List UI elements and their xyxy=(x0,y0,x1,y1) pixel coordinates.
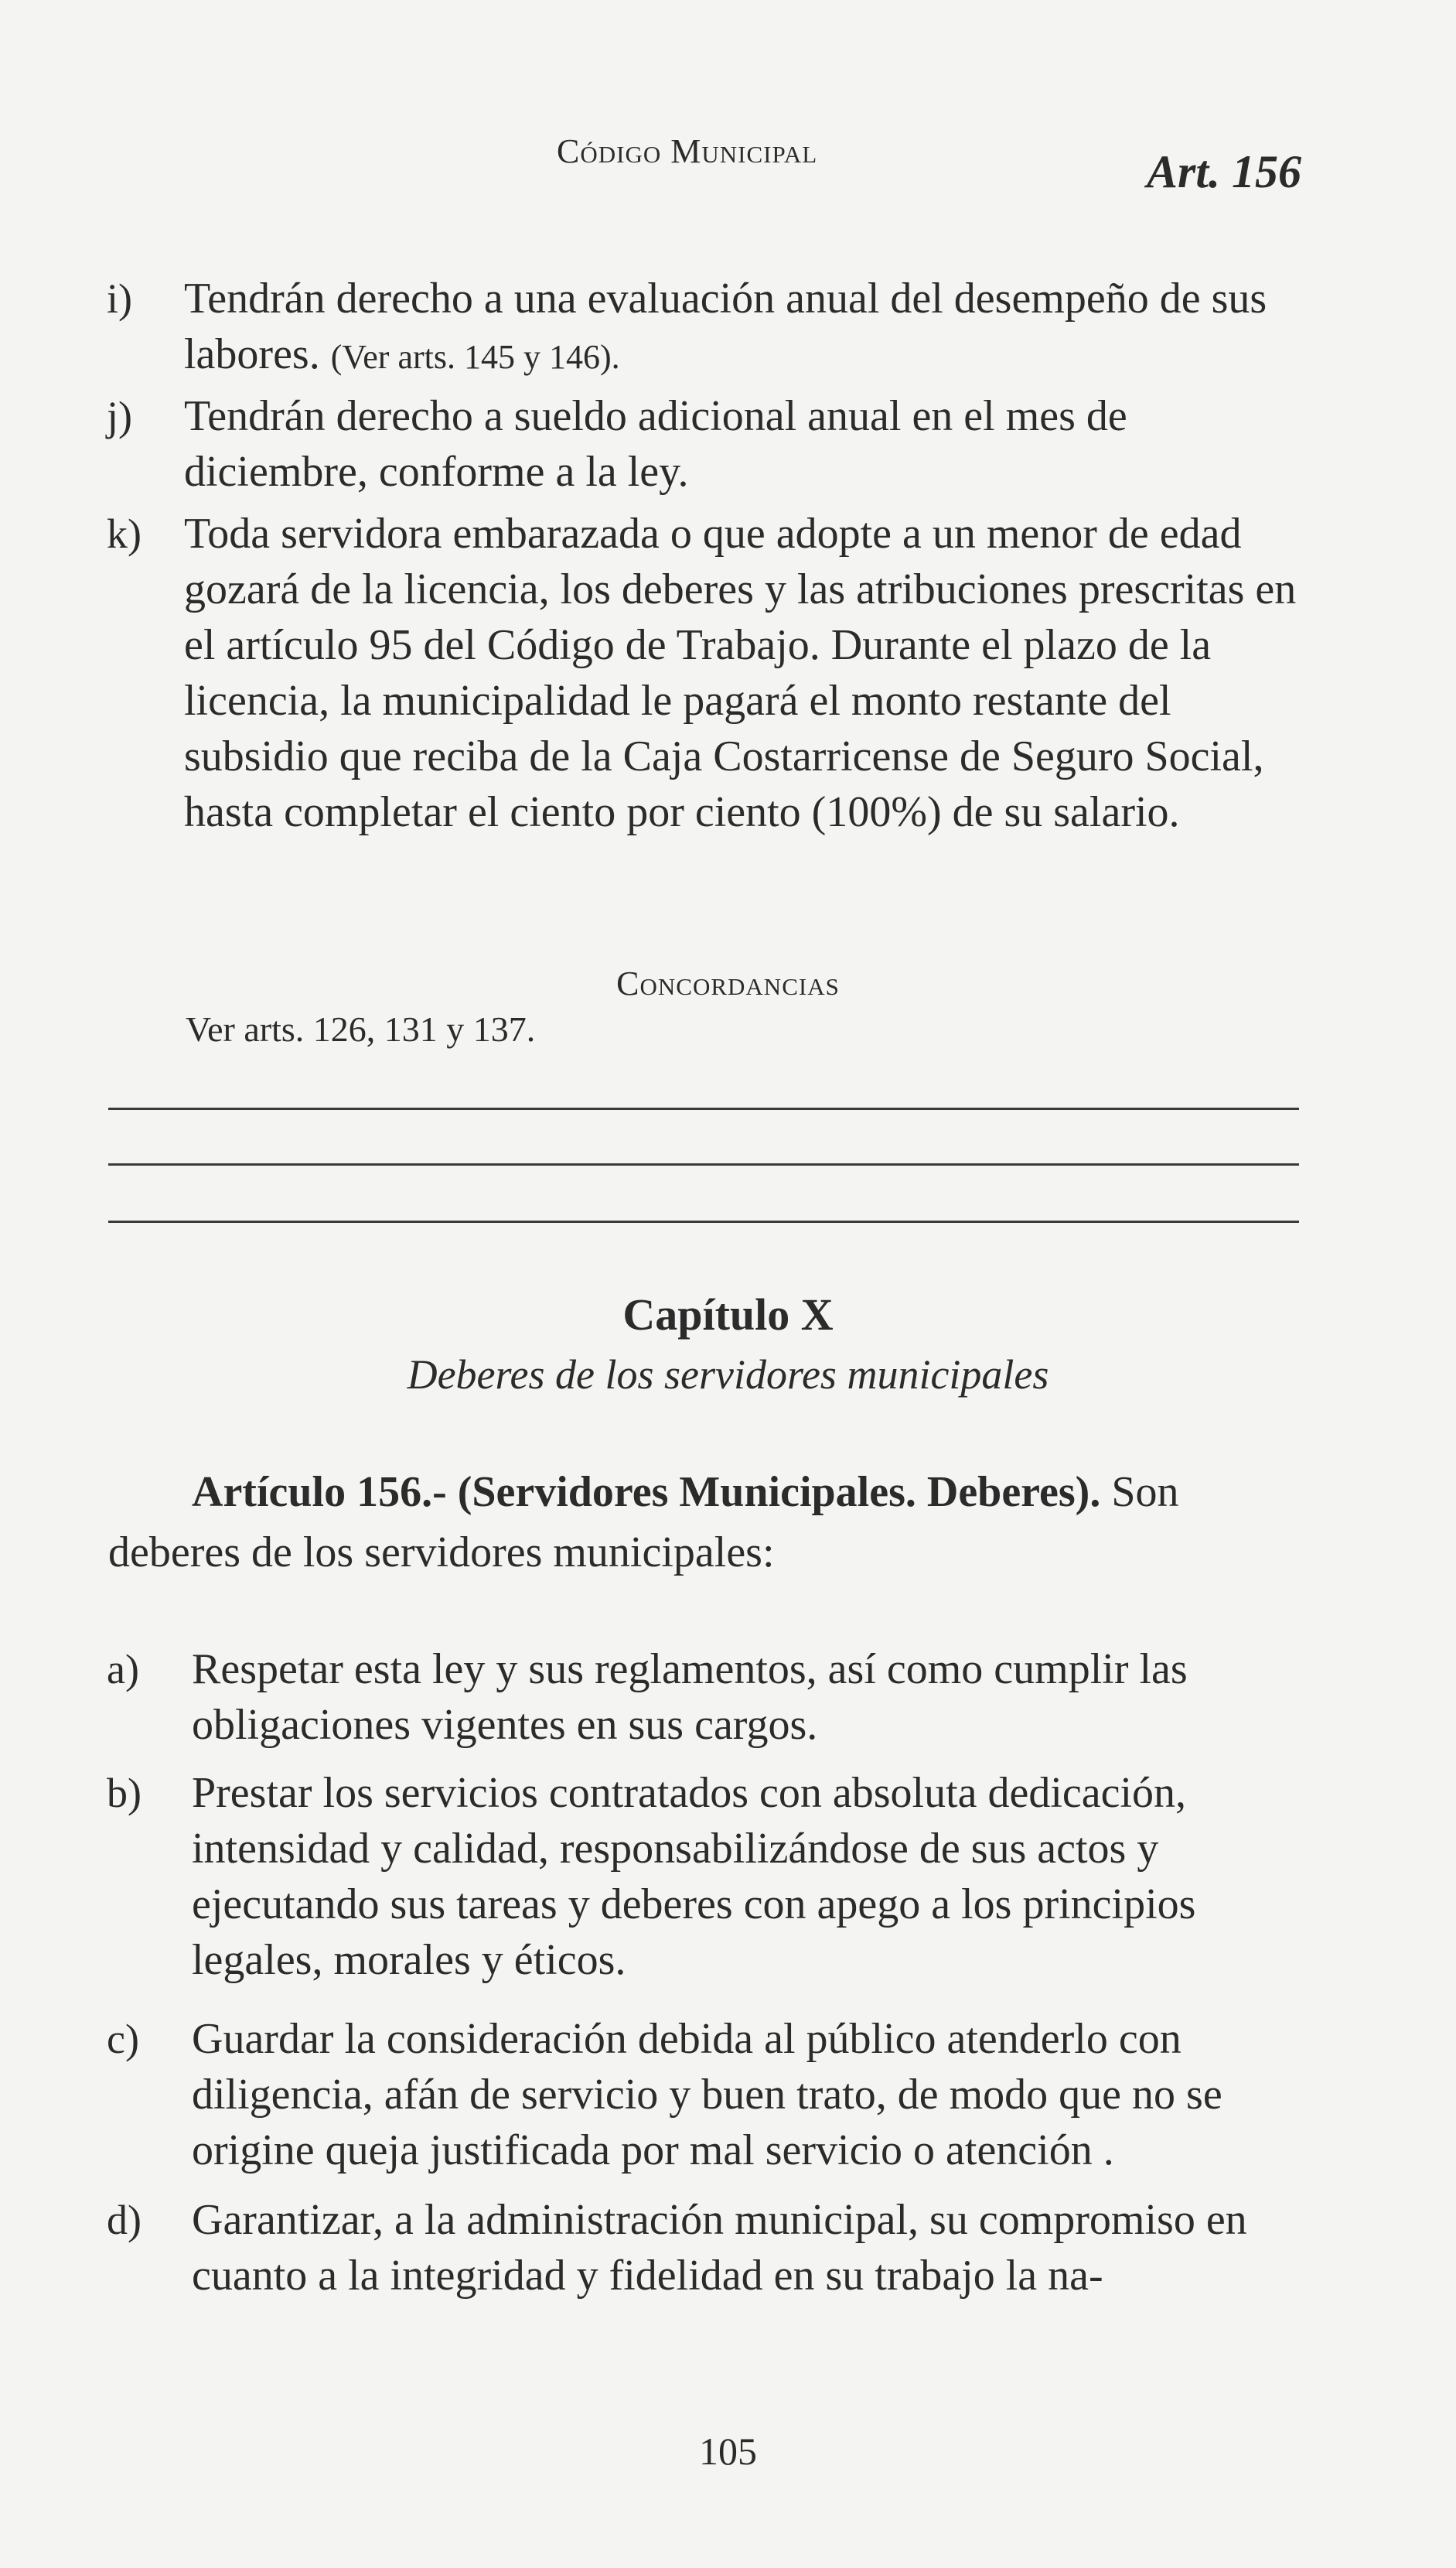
cross-reference: (Ver arts. 145 y 146). xyxy=(330,338,620,376)
list-item-letter: k) xyxy=(107,511,142,557)
page-number: 105 xyxy=(699,2430,757,2473)
list-item-text: Guardar la consideración debida al público atenderlo con diligencia, afán de servicio y buen trato, de modo que no se origine queja justificada por mal servicio o atención . xyxy=(192,2015,1222,2174)
list-item-letter: i) xyxy=(107,275,132,322)
divider-line xyxy=(108,1221,1299,1223)
concordancias-text: Ver arts. 126, 131 y 137. xyxy=(186,1009,536,1049)
article-heading: Artículo 156.- (Servidores Municipales. Deberes). xyxy=(192,1468,1101,1516)
list-item-text: Respetar esta ley y sus reglamentos, así como cumplir las obligaciones vigentes en sus cargos. xyxy=(192,1645,1188,1749)
concordancias-title: Concordancias xyxy=(616,965,840,1002)
list-item-text: Prestar los servicios contratados con absoluta dedicación, intensidad y calidad, responsabilizándose de sus actos y ejecutando sus tareas y deberes con apego a los principios legales, morales y éticos. xyxy=(192,1769,1196,1984)
article-intro xyxy=(108,1462,1299,1583)
list-item-letter: a) xyxy=(107,1646,139,1692)
list-item-text: Tendrán derecho a una evaluación anual del desempeño de sus labores. (Ver arts. 145 y 146). xyxy=(184,275,1267,378)
list-item-letter: c) xyxy=(107,2016,139,2062)
list-item-text: Tendrán derecho a sueldo adicional anual en el mes de diciembre, conforme a la ley. xyxy=(184,392,1127,496)
list-item-letter: j) xyxy=(107,393,132,439)
list-item-letter: d) xyxy=(107,2197,142,2243)
running-title: Código Municipal xyxy=(557,132,818,170)
chapter-title: Capítulo X xyxy=(622,1289,834,1340)
article-intro-text: Son deberes de los servidores municipales: xyxy=(108,1468,1179,1576)
article-reference: Art. 156 xyxy=(1146,146,1301,197)
divider-line xyxy=(108,1108,1299,1110)
list-item-text: Toda servidora embarazada o que adopte a un menor de edad gozará de la licencia, los deberes y las atribuciones prescritas en el artículo 95 del Código de Trabajo. Durante el plazo de la licencia, la municipalidad le pagará el monto restante del subsidio que reciba de la Caja Costarricense de Seguro Social, hasta completar el ciento por ciento (100%) de su salario. xyxy=(184,510,1297,836)
chapter-subtitle: Deberes de los servidores municipales xyxy=(407,1351,1049,1398)
divider-line xyxy=(108,1163,1299,1166)
list-item-letter: b) xyxy=(107,1770,142,1816)
list-item-text: Garantizar, a la administración municipal, su compromiso en cuanto a la integridad y fidelidad en su trabajo la na- xyxy=(192,2196,1247,2300)
